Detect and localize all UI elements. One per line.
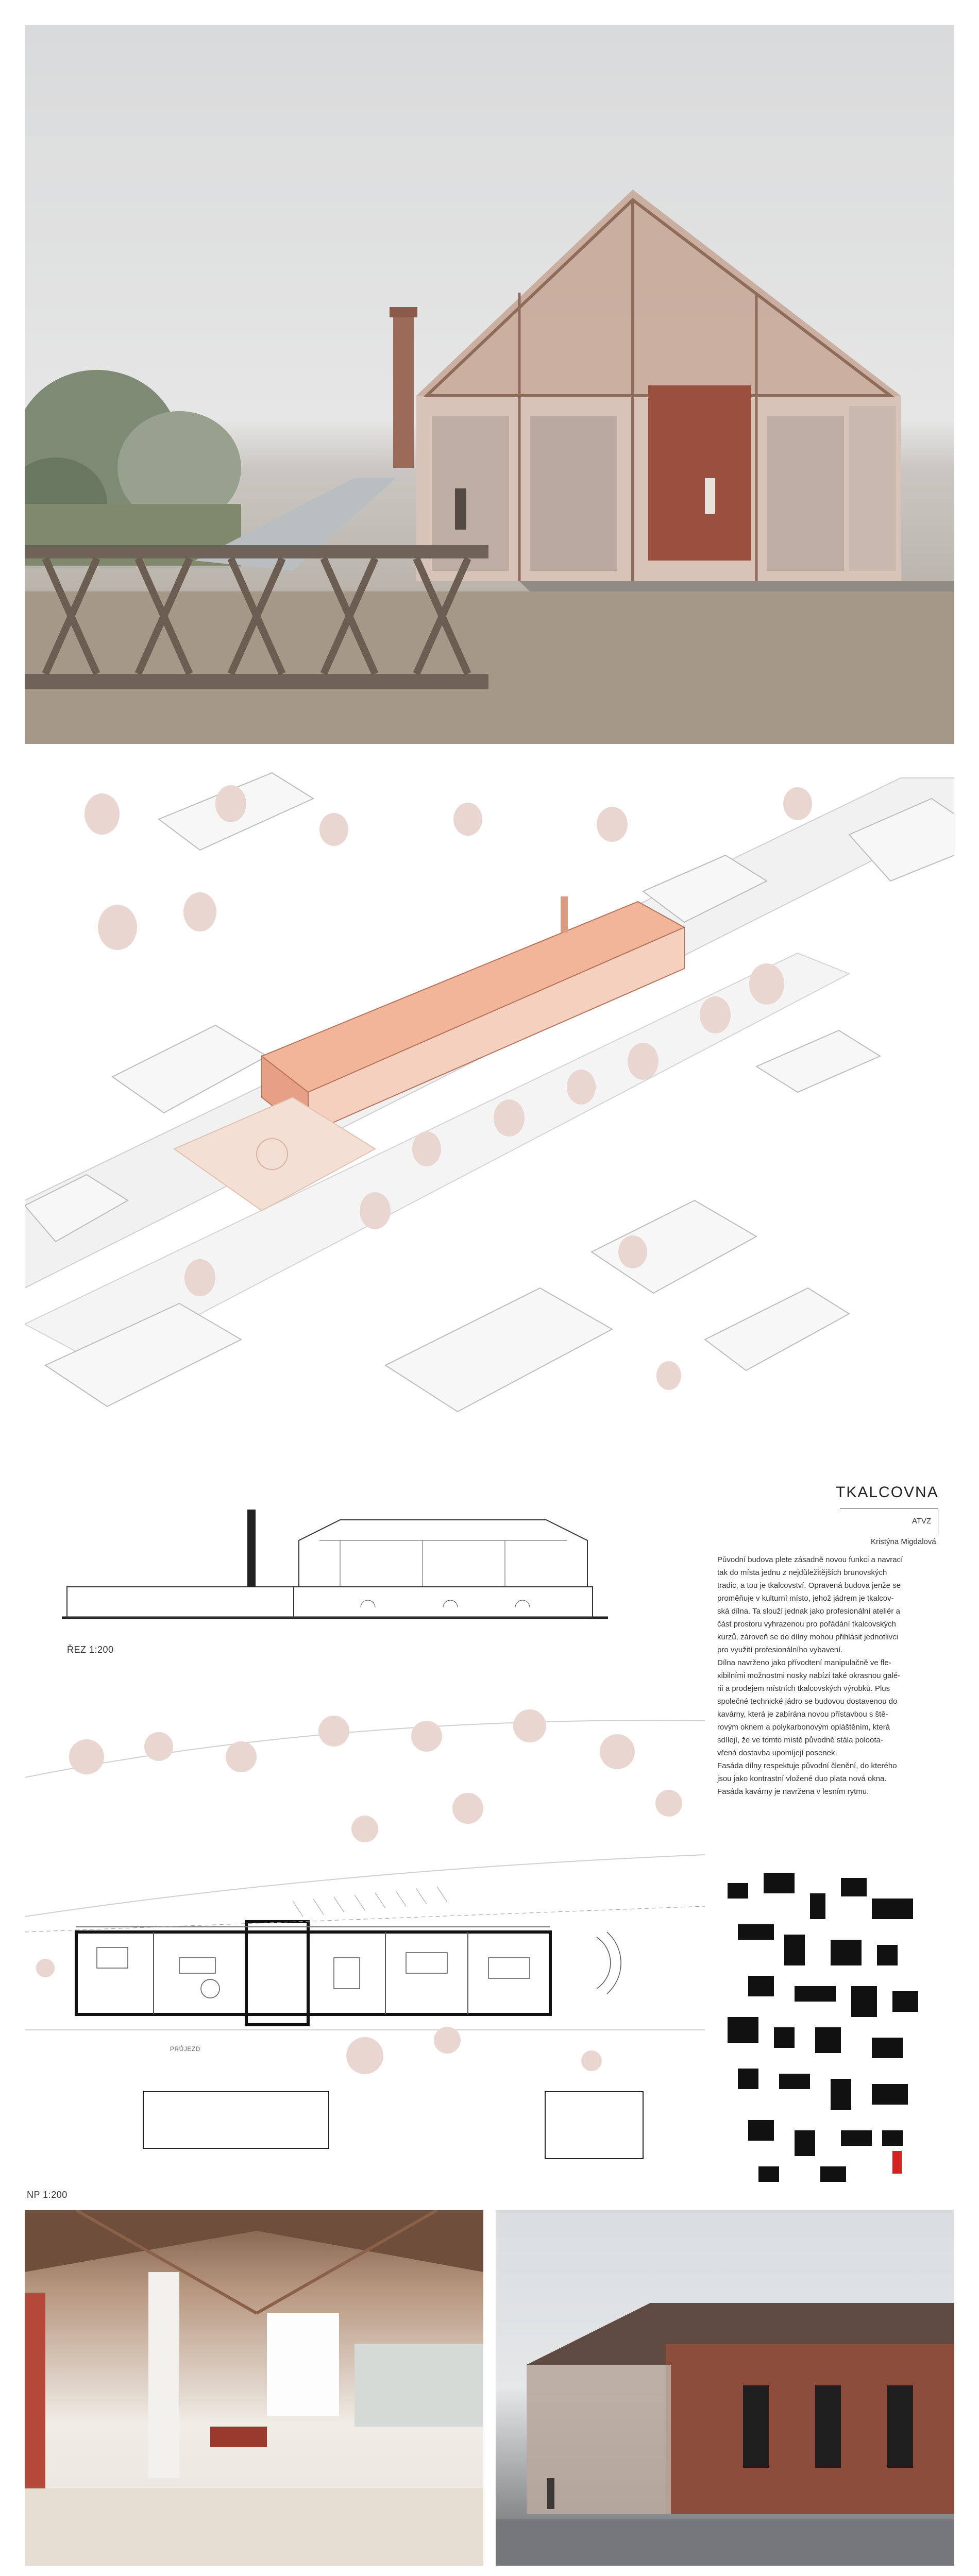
description-line: jsou jako kontrastní vložené duo plata nová okna. [717,1774,887,1783]
hero-illustration [25,25,954,744]
description-line: společné technické jádro se budovou dostavenou do [717,1697,898,1706]
figure-ground-svg [717,1862,934,2192]
render-facade-pavilion [496,2210,954,2566]
studio-label: ATVZ [912,1517,932,1526]
description-line: Původní budova plete zásadně novou funkci a navrací [717,1555,903,1564]
section-caption: ŘEZ 1:200 [67,1645,114,1655]
figure-ground-map [717,1862,934,2192]
section-svg [52,1484,618,1623]
render-interior-hall [25,2210,483,2566]
description-line: Fasáda dílny respektuje původní členění, do kterého [717,1761,897,1770]
project-description [717,1553,934,1798]
plan-caption: NP 1:200 [27,2190,67,2200]
floor-plan [25,1700,705,2190]
section-drawing [52,1484,618,1623]
description-line: kavárny, která je zabírána novou přístavbou s ště- [717,1710,888,1719]
description-line: Dílna navrženo jako přívodtení manipulačně ve fle- [717,1658,891,1667]
description-line: sdílejí, že ve tomto místě původně stála poloota- [717,1736,883,1744]
plan-label: PRŮJEZD [170,2045,200,2053]
description-line: rovým oknem a polykarbonovým opláštěním, která [717,1723,890,1732]
description-line: vřená dostavba upomíjejí posenek. [717,1749,837,1757]
description-line: proměňuje v kulturní místo, jehož jádrem je tkalcov- [717,1594,894,1603]
project-title: TKALCOVNA [836,1484,939,1501]
description-line: tak do místa jednu z nejdůležitějších brunovských [717,1568,887,1577]
interior-hall-illustration [25,2210,483,2566]
description-line: rii a prodejem místních tkalcovských výrobků. Plus [717,1684,890,1693]
description-line: část prostoru vyhrazenou pro pořádání tkalcovských [717,1620,896,1629]
hero-render [25,25,954,744]
description-line: kurzů, zároveň se do dílny mohou přihlásit jednotlivci [717,1633,899,1641]
description-line: ská dílna. Ta slouží jednak jako profesionální ateliér a [717,1607,900,1616]
axonometric-site-plan [25,757,954,1476]
description-line: pro využití profesionálního vybavení. [717,1646,843,1654]
axonometric-drawing [25,757,954,1476]
description-line: tradic, a tou je tkalcovství. Opravená budova jenže se [717,1581,901,1590]
facade-pavilion-illustration [496,2210,954,2566]
description-line: Fasáda kavárny je navržena v lesním rytmu. [717,1787,869,1796]
floor-plan-svg [25,1700,705,2190]
description-line: xibilními možnostmi nosky nabízí také okrasnou galé- [717,1671,901,1680]
author-name: Kristýna Migdalová [871,1537,936,1546]
